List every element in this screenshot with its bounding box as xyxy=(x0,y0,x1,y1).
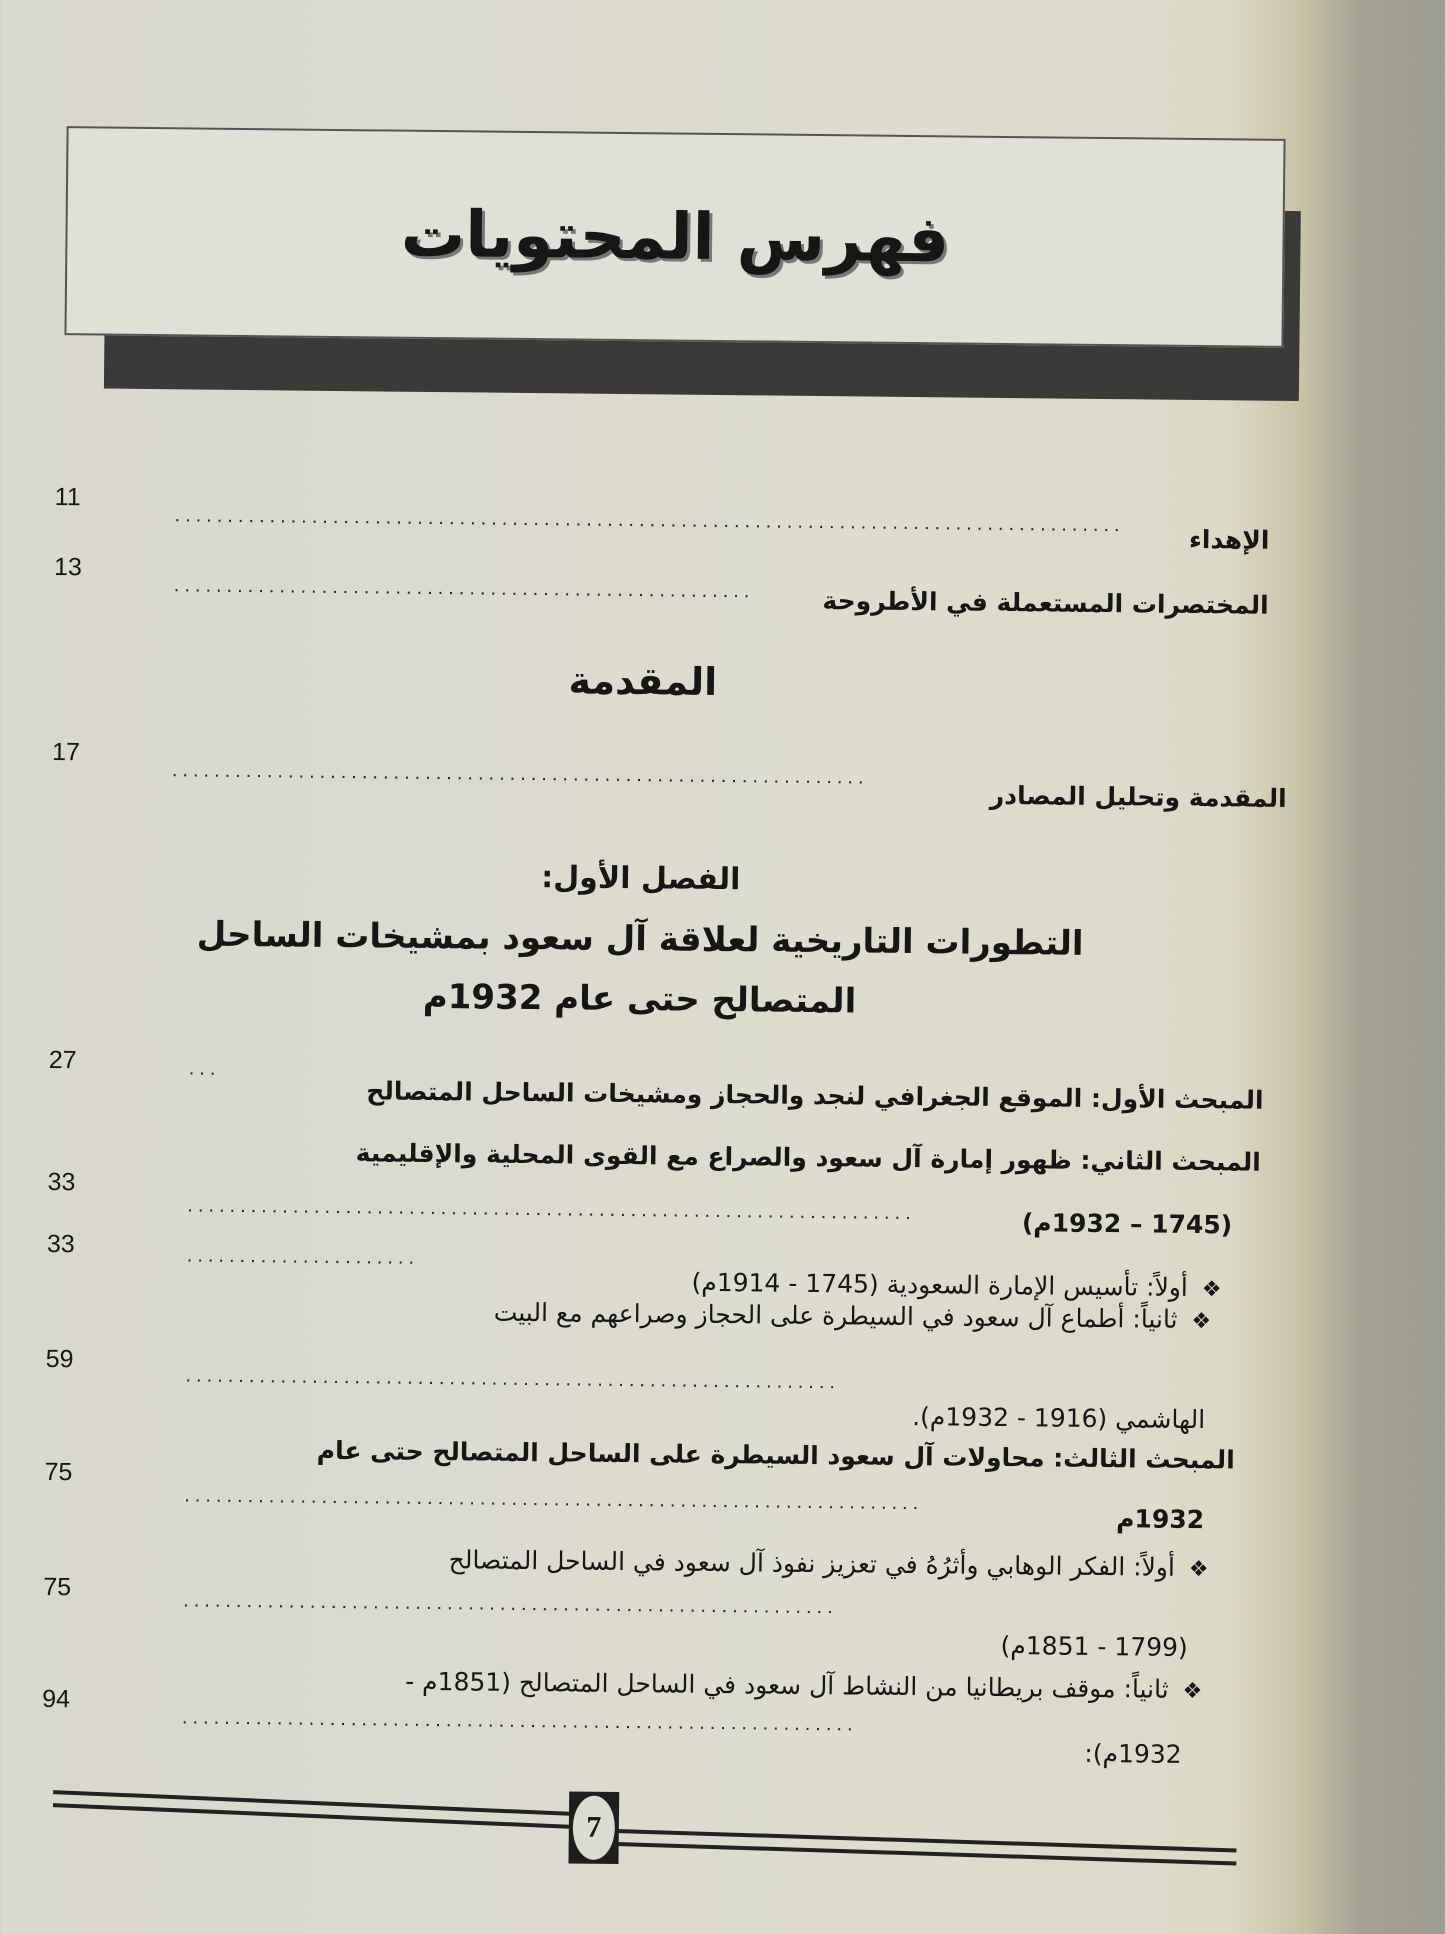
leader-dots: .................................................................. xyxy=(171,759,869,789)
diamond-bullet-icon: ❖ xyxy=(1201,1277,1222,1303)
toc-page-number: 17 xyxy=(51,738,81,767)
chapter-label: الفصل الأول: xyxy=(541,860,741,898)
leader-dots: ..................................................................... xyxy=(187,1194,916,1225)
toc-page-number: 33 xyxy=(47,1167,76,1197)
toc-entry-section-3: المبحث الثالث: محاولات آل سعود السيطرة على الساحل المتصالح حتى عام xyxy=(316,1435,1235,1475)
toc-entry-abbreviations: المختصرات المستعملة في الأطروحة xyxy=(822,586,1269,620)
toc-entry-section-1: المبحث الأول: الموقع الجغرافي لنجد والحجاز ومشيخات الساحل المتصالح xyxy=(366,1076,1264,1115)
title-box xyxy=(64,126,1285,348)
section-heading-introduction: المقدمة xyxy=(568,658,718,704)
toc-subentry: ❖ أولاً: الفكر الوهابي وأثرُهُ في تعزيز نفوذ آل سعود في الساحل المتصالح xyxy=(448,1545,1209,1583)
leader-dots: ... xyxy=(188,1057,221,1080)
toc-page-number: 75 xyxy=(44,1457,73,1487)
footer-rule xyxy=(53,1803,573,1829)
toc-page-number: 75 xyxy=(43,1572,72,1602)
toc-entry-dedication: الإهداء xyxy=(1188,524,1270,555)
toc-subentry-continued: الهاشمي (1916 - 1932م). xyxy=(912,1402,1206,1435)
diamond-bullet-icon: ❖ xyxy=(1182,1678,1203,1705)
diamond-bullet-icon: ❖ xyxy=(1191,1308,1212,1335)
page-title: فهرس المحتويات xyxy=(400,197,950,277)
leader-dots: ................................................................ xyxy=(181,1706,858,1736)
toc-subentry: ❖ ثانياً: أطماع آل سعود في السيطرة على الحجاز وصراعهم مع البيت xyxy=(493,1297,1212,1335)
toc-entry-section-3-year: 1932م xyxy=(1116,1504,1205,1535)
leader-dots: .............................................................. xyxy=(183,1589,838,1619)
diamond-bullet-icon: ❖ xyxy=(1188,1556,1209,1583)
leader-dots: ...................... xyxy=(186,1244,420,1269)
toc-page-number: 33 xyxy=(46,1229,75,1259)
chapter-title-line-2: المتصالح حتى عام 1932م xyxy=(422,976,857,1022)
leader-dots: .............................................................. xyxy=(185,1364,841,1394)
toc-entry-section-2: المبحث الثاني: ظهور إمارة آل سعود والصراع مع القوى المحلية والإقليمية xyxy=(355,1138,1262,1177)
toc-entry-section-2-dates: (1745 – 1932م) xyxy=(1021,1208,1233,1240)
toc-page-number: 11 xyxy=(54,483,81,512)
toc-page-number: 27 xyxy=(48,1046,77,1075)
footer-rule xyxy=(53,1790,573,1816)
toc-subentry-continued: (1799 - 1851م) xyxy=(1000,1631,1188,1662)
toc-page-number: 94 xyxy=(42,1684,71,1714)
toc-page-number: 13 xyxy=(53,553,82,582)
toc-entry-intro-sources: المقدمة وتحليل المصادر xyxy=(989,780,1287,813)
toc-subentry: ❖ ثانياً: موقف بريطانيا من النشاط آل سعود في الساحل المتصالح (1851م - xyxy=(405,1666,1203,1705)
toc-subentry: ❖ أولاً: تأسيس الإمارة السعودية (1745 - 1914م) xyxy=(691,1267,1222,1303)
toc-page-number: 59 xyxy=(45,1344,74,1374)
toc-subentry-continued: 1932م): xyxy=(1084,1738,1182,1769)
leader-dots: ...................................................................... xyxy=(184,1484,924,1515)
chapter-title-line-1: التطورات التاريخية لعلاقة آل سعود بمشيخات الساحل xyxy=(196,914,1084,964)
leader-dots: .......................................................................................... xyxy=(174,504,1125,537)
leader-dots: ....................................................... xyxy=(173,574,755,603)
page-number: 7 xyxy=(573,1796,616,1860)
